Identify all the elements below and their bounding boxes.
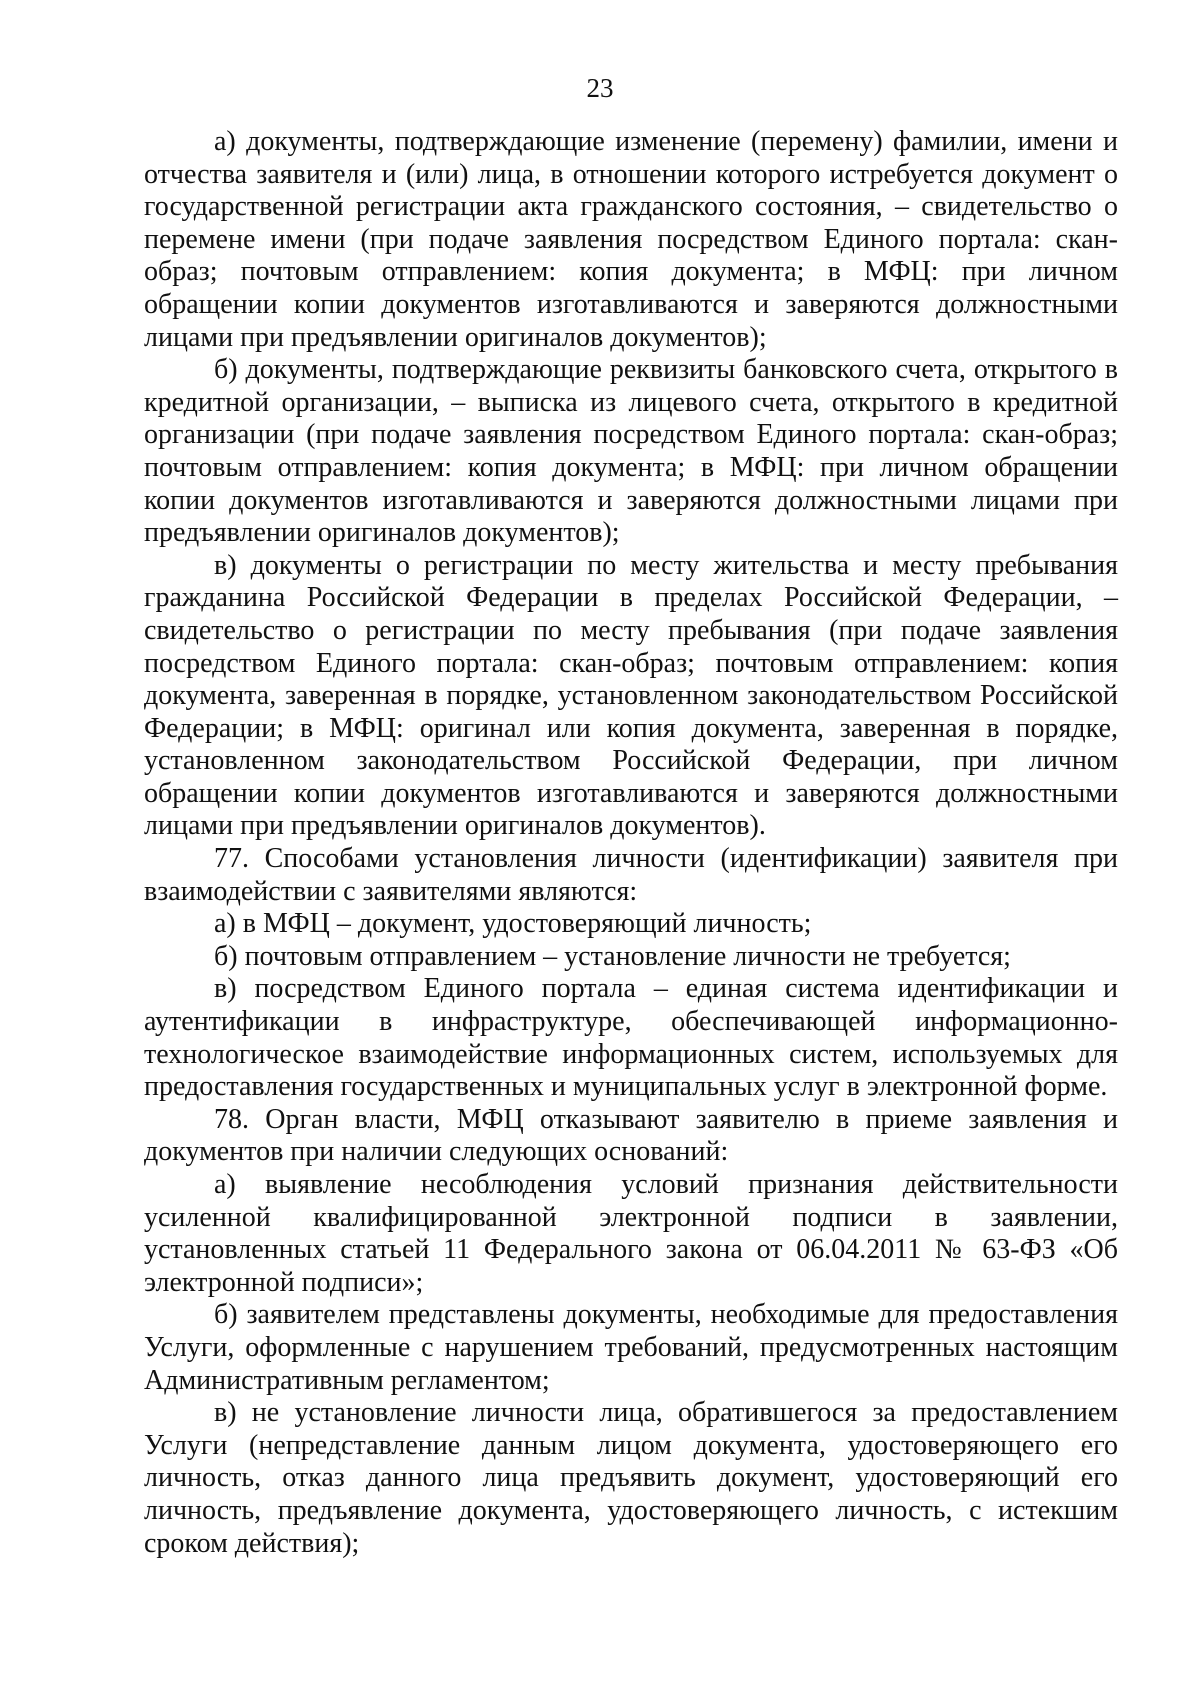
paragraph-documents-registration: в) документы о регистрации по месту жительства и месту пребывания гражданина Российской Федерации в пределах Российской Федерации, – свидетельство о регистрации по месту пребывания (при подаче заявления посредством Единого портала: скан-образ; почтовым отправлением: копия документа, заверенная в порядке, установленном законодательством Российской Федерации; в МФЦ: оригинал или копия документа, заверенная в порядке, установленном законодательством Российской Федерации, при личном обращении копии документов изготавливаются и заверяются должностными лицами при предъявлении оригиналов документов). bbox=[144, 549, 1118, 842]
paragraph-documents-name-change: а) документы, подтверждающие изменение (перемену) фамилии, имени и отчества заявителя и (или) лица, в отношении которого истребуется документ о государственной регистрации акта гражданского состояния, – свидетельство о перемене имени (при подаче заявления посредством Единого портала: скан-образ; почтовым отправлением: копия документа; в МФЦ: при личном обращении копии документов изготавливаются и заверяются должностными лицами при предъявлении оригиналов документов); bbox=[144, 126, 1118, 353]
page-number: 23 bbox=[586, 73, 614, 103]
paragraph-item-78: 78. Орган власти, МФЦ отказывают заявителю в приеме заявления и документов при наличии следующих оснований: bbox=[144, 1103, 1118, 1168]
paragraph-item-77-a: а) в МФЦ – документ, удостоверяющий личность; bbox=[214, 908, 812, 940]
paragraph-documents-bank-account: б) документы, подтверждающие реквизиты банковского счета, открытого в кредитной организации, – выписка из лицевого счета, открытого в кредитной организации (при подаче заявления посредством Единого портала: скан-образ; почтовым отправлением: копия документа; в МФЦ: при личном обращении копии документов изготавливаются и заверяются должностными лицами при предъявлении оригиналов документов); bbox=[144, 354, 1118, 549]
paragraph-item-77-v: в) посредством Единого портала – единая система идентификации и аутентификации в инфраструктуре, обеспечивающей информационно-технологическое взаимодействие информационных систем, используемых для предоставления государственных и муниципальных услуг в электронной форме. bbox=[144, 973, 1118, 1103]
paragraph-item-78-v: в) не установление личности лица, обратившегося за предоставлением Услуги (непредставление данным лицом документа, удостоверяющего его личность, отказ данного лица предъявить документ, удостоверяющий его личность, предъявление документа, удостоверяющего личность, с истекшим сроком действия); bbox=[144, 1397, 1118, 1559]
document-body bbox=[144, 126, 1118, 1560]
paragraph-item-78-a: а) выявление несоблюдения условий признания действительности усиленной квалифицированной электронной подписи в заявлении, установленных статьей 11 Федерального закона от 06.04.2011 № 63-ФЗ «Об электронной подписи»; bbox=[144, 1169, 1118, 1298]
paragraph-item-77-b: б) почтовым отправлением – установление личности не требуется; bbox=[214, 940, 1011, 972]
paragraph-item-78-b: б) заявителем представлены документы, необходимые для предоставления Услуги, оформленные с нарушением требований, предусмотренных настоящим Административным регламентом; bbox=[144, 1299, 1118, 1396]
paragraph-item-77: 77. Способами установления личности (идентификации) заявителя при взаимодействии с заявителями являются: bbox=[144, 843, 1118, 907]
